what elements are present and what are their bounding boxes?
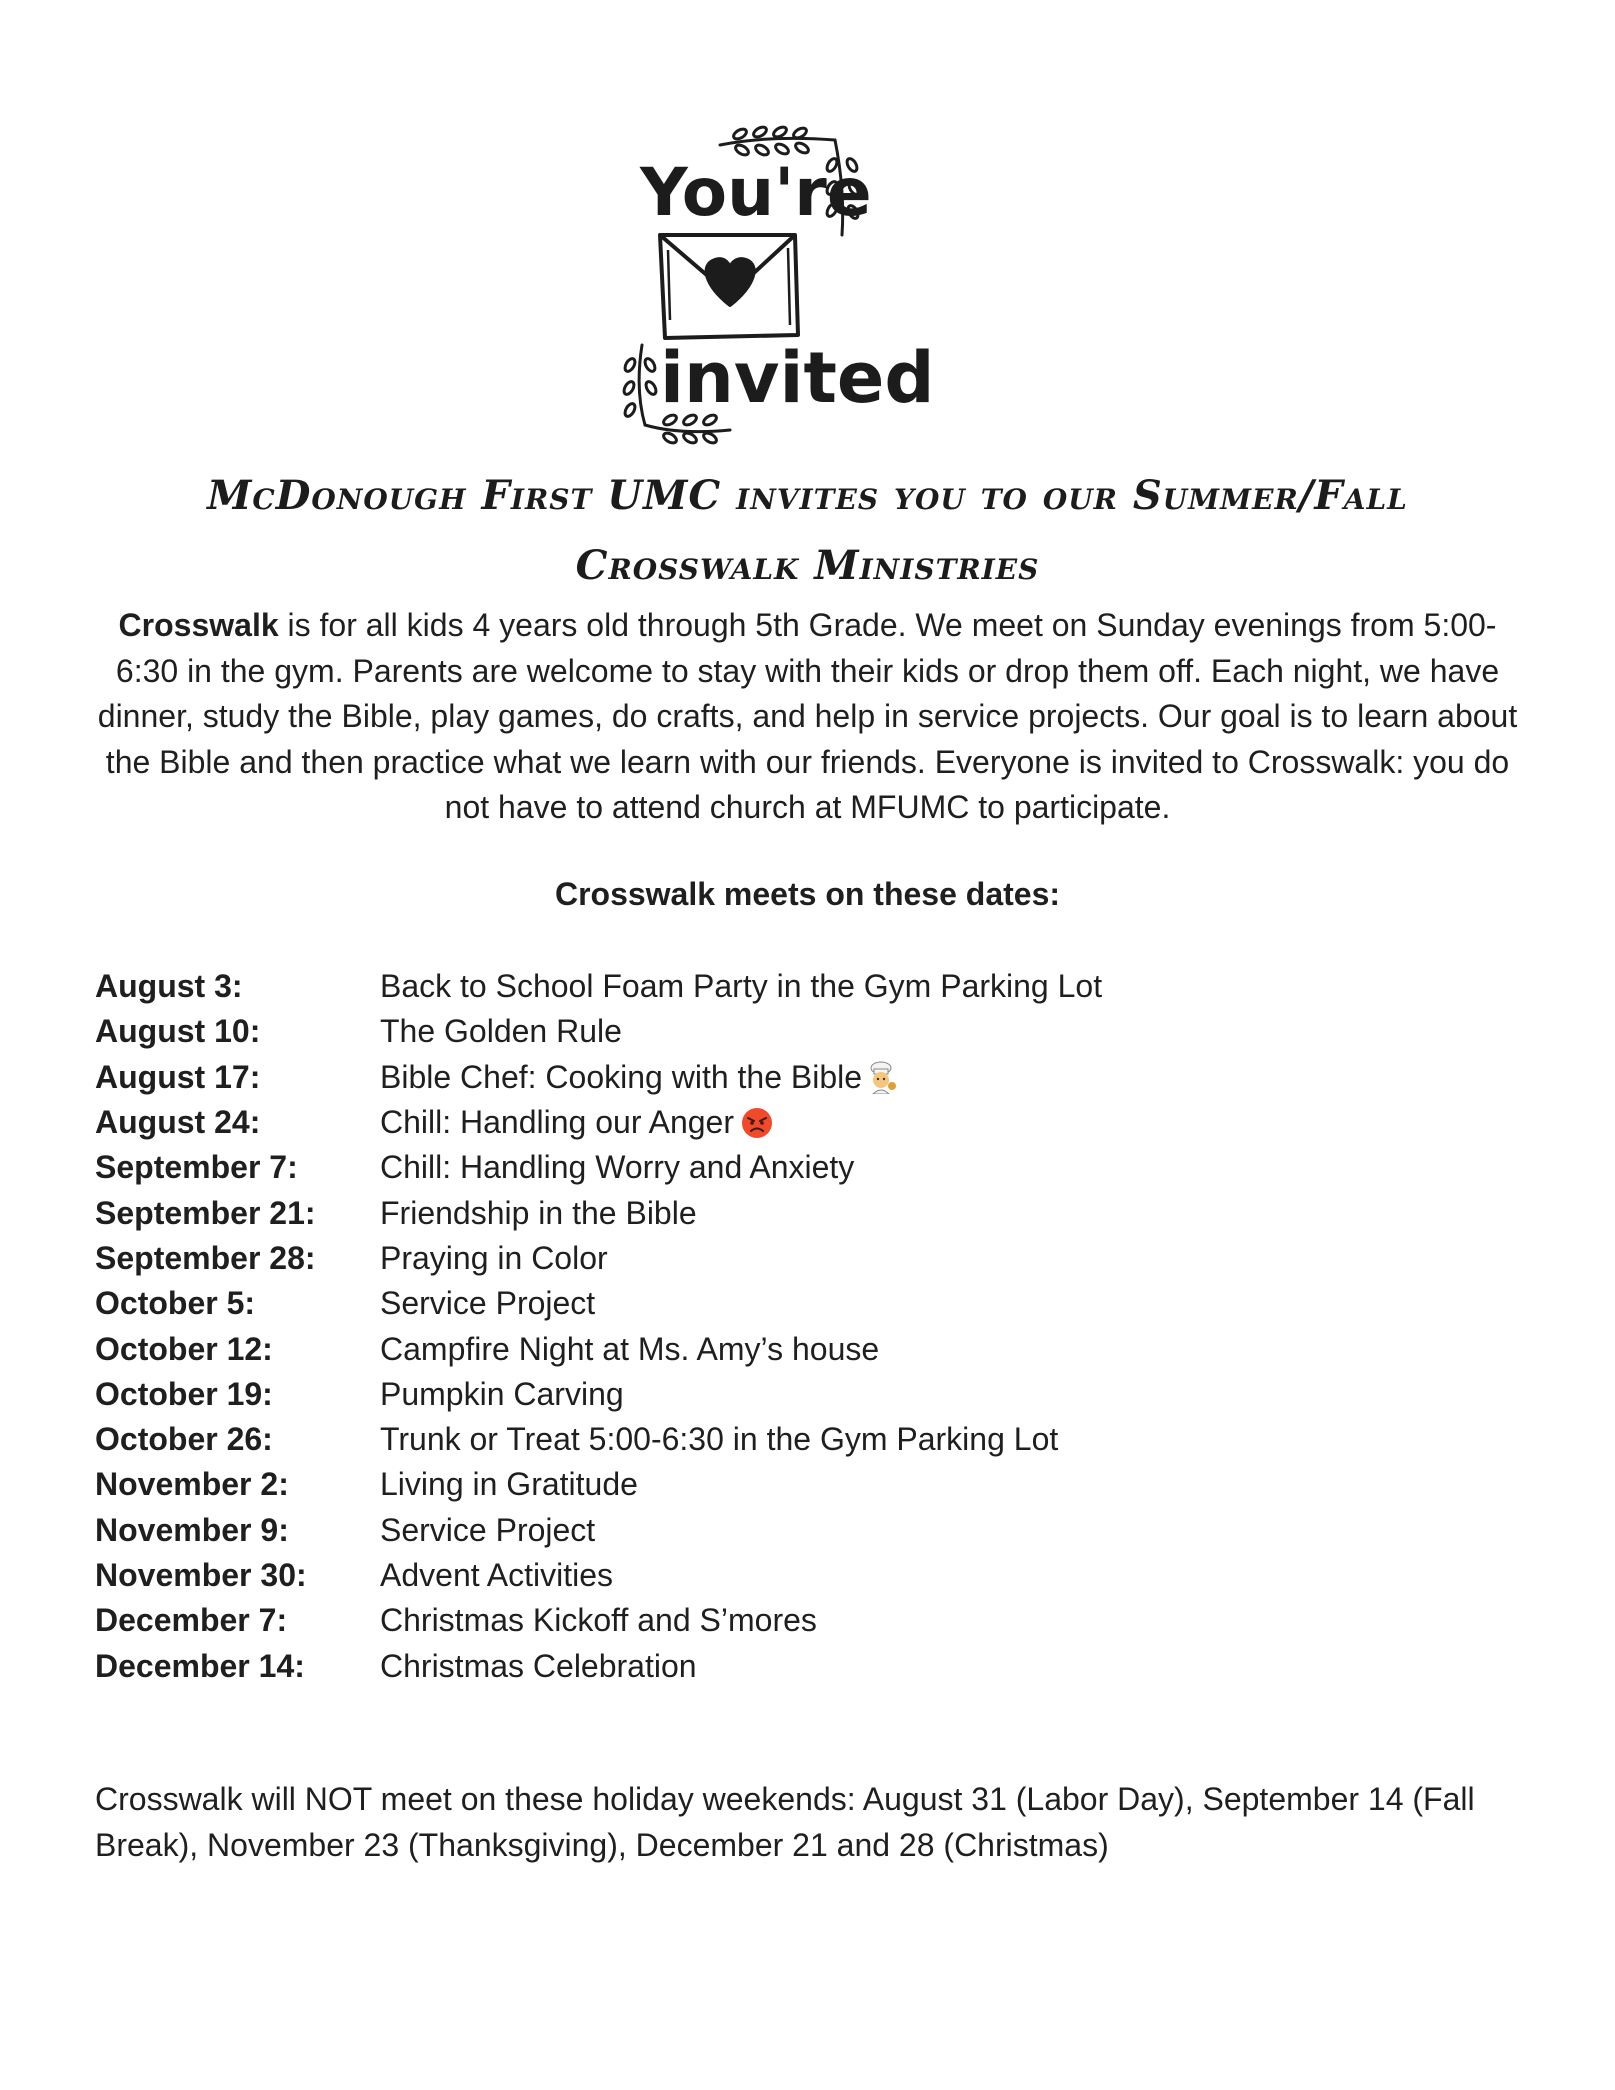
schedule-row: [95, 1598, 1395, 1643]
schedule-row: [95, 1009, 1395, 1054]
schedule-date: December 14:: [95, 1647, 305, 1684]
schedule-event: The Golden Rule: [380, 1013, 622, 1050]
schedule-event: Living in Gratitude: [380, 1466, 638, 1503]
logo-youre-text: You're: [640, 154, 872, 231]
schedule-date: October 12:: [95, 1330, 273, 1367]
schedule-row: [95, 1055, 1395, 1100]
schedule-event: Advent Activities: [380, 1557, 613, 1593]
schedule-event: Service Project: [380, 1511, 596, 1548]
schedule-date: October 19:: [95, 1375, 273, 1412]
schedule-event: Campfire Night at Ms. Amy’s house: [380, 1330, 880, 1367]
intro-text: is for all kids 4 years old through 5th Grade. We meet on Sunday evenings from 5:00-6:30 in the gym. Parents are welcome to stay with their kids or drop them off. Each night, we have dinner, study the Bible, play games, do crafts, and help in service projects. Our goal is to learn about the Bible and then practice what we learn with our friends. Everyone is invited to Crosswalk: you do not have to attend church at MFUMC to participate.: [97, 607, 1518, 825]
headline-line-1: McDonough First UMC invites you to our Summer/Fall: [207, 472, 1408, 519]
schedule-row: [95, 1100, 1395, 1145]
schedule-date: August 17:: [95, 1058, 261, 1095]
schedule-row: [95, 1553, 1395, 1598]
dates-heading: Crosswalk meets on these dates:: [554, 876, 1061, 912]
schedule-event: Back to School Foam Party in the Gym Parking Lot: [380, 968, 1103, 1005]
logo-invited-text: invited: [660, 337, 935, 419]
schedule-row: [95, 1236, 1395, 1281]
schedule-row: [95, 1372, 1395, 1417]
schedule-date: October 26:: [95, 1421, 273, 1458]
schedule-date: August 3:: [95, 968, 243, 1005]
schedule-event: Service Project: [380, 1285, 596, 1322]
schedule-event: Friendship in the Bible: [380, 1194, 697, 1231]
headline-line-2: Crosswalk Ministries: [575, 542, 1040, 589]
schedule-row: [95, 1145, 1395, 1190]
schedule-list: [95, 964, 1395, 1689]
schedule-row: [95, 1417, 1395, 1462]
youre-invited-logo: [620, 120, 960, 450]
schedule-date: September 28:: [95, 1239, 316, 1276]
schedule-event: Chill: Handling our Anger: [380, 1104, 734, 1141]
envelope-heart-icon: [660, 235, 798, 338]
schedule-date: August 24:: [95, 1104, 261, 1141]
intro-bold-word: Crosswalk: [118, 607, 279, 643]
schedule-row: [95, 1643, 1395, 1688]
schedule-date: September 7:: [95, 1149, 298, 1186]
holiday-note: Crosswalk will NOT meet on these holiday weekends: August 31 (Labor Day), September 14 (Fall Break), November 23 (Thanksgiving), December 21 and 28 (Christmas): [95, 1781, 1475, 1863]
schedule-row: [95, 1462, 1395, 1507]
schedule-row: [95, 1508, 1395, 1553]
chef-emoji-icon: [864, 1060, 898, 1094]
angry-face-emoji-icon: [740, 1106, 774, 1140]
schedule-date: November 9:: [95, 1511, 289, 1548]
schedule-date: November 2:: [95, 1466, 289, 1503]
schedule-row: [95, 964, 1395, 1009]
intro-paragraph: [90, 603, 1525, 831]
schedule-event: Praying in Color: [380, 1239, 608, 1276]
schedule-row: [95, 1190, 1395, 1235]
schedule-event: Pumpkin Carving: [380, 1375, 624, 1412]
schedule-event: Christmas Celebration: [380, 1647, 697, 1684]
schedule-date: October 5:: [95, 1285, 256, 1322]
schedule-date: August 10:: [95, 1013, 261, 1050]
schedule-event: Chill: Handling Worry and Anxiety: [380, 1149, 855, 1186]
schedule-date: September 21:: [95, 1194, 316, 1231]
schedule-event: Bible Chef: Cooking with the Bible: [380, 1058, 863, 1095]
schedule-event: Trunk or Treat 5:00-6:30 in the Gym Parking Lot: [380, 1421, 1059, 1458]
schedule-row: [95, 1326, 1395, 1371]
schedule-date: November 30:: [95, 1557, 307, 1593]
schedule-date: December 7:: [95, 1602, 288, 1639]
schedule-row: [95, 1281, 1395, 1326]
schedule-event: Christmas Kickoff and S’mores: [380, 1602, 817, 1639]
